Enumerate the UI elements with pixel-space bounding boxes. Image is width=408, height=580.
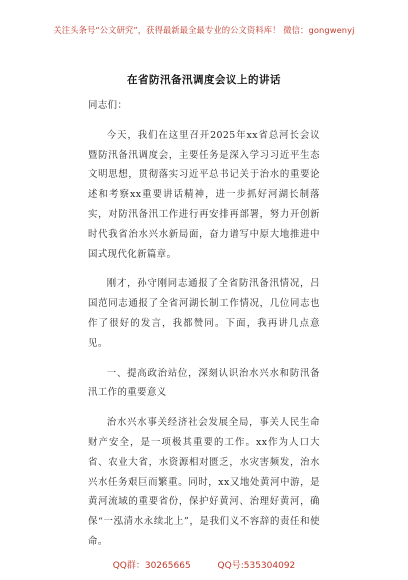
footer-qq-group: QQ群：30265665 <box>112 561 191 571</box>
salutation: 同志们： <box>88 100 128 111</box>
document-title: 在省防汛备汛调度会议上的讲话 <box>127 74 281 86</box>
paragraph-reports: 刚才，孙守刚同志通报了全省防汛备汛情况，吕国范同志通报了全省河湖长制工作情况，几位同志也作了很好的发言，我都赞同。下面，我再讲几点意见。 <box>88 278 320 349</box>
header-banner: 关注头条号“公文研究”，获得最新最全最专业的公文资料库！ 微信：gongwenyj <box>53 25 355 35</box>
section-heading: 一、提高政治站位，深刻认识治水兴水和防汛备汛工作的重要意义 <box>88 367 320 399</box>
paragraph-section-1: 治水兴水事关经济社会发展全局，事关人民生命财产安全，是一项极其重要的工作。xx作为人口大省、农业大省，水资源相对匮乏，水灾害频发，治水兴水任务艰巨而繁重。同时，xx又地处黄河中游，是黄河流域的重要省份，保护好黄河、治理好黄河，确保“一泓清水永续北上”，是我们义不容辞的责任和使命。 <box>88 417 320 547</box>
footer-qq-number: QQ号:535304092 <box>217 561 296 571</box>
paragraph-opening: 今天，我们在这里召开2025年xx省总河长会议暨防汛备汛调度会，主要任务是深入学习习近平生态文明思想，贯彻落实习近平总书记关于治水的重要论述和考察xx重要讲话精神，进一步抓好河湖长制落实，对防汛备汛工作进行再安排再部署，努力开创新时代我省治水兴水新局面，奋力谱写中原大地推进中国式现代化新篇章。 <box>88 129 320 260</box>
footer-banner <box>0 558 408 571</box>
document-body <box>88 96 320 562</box>
